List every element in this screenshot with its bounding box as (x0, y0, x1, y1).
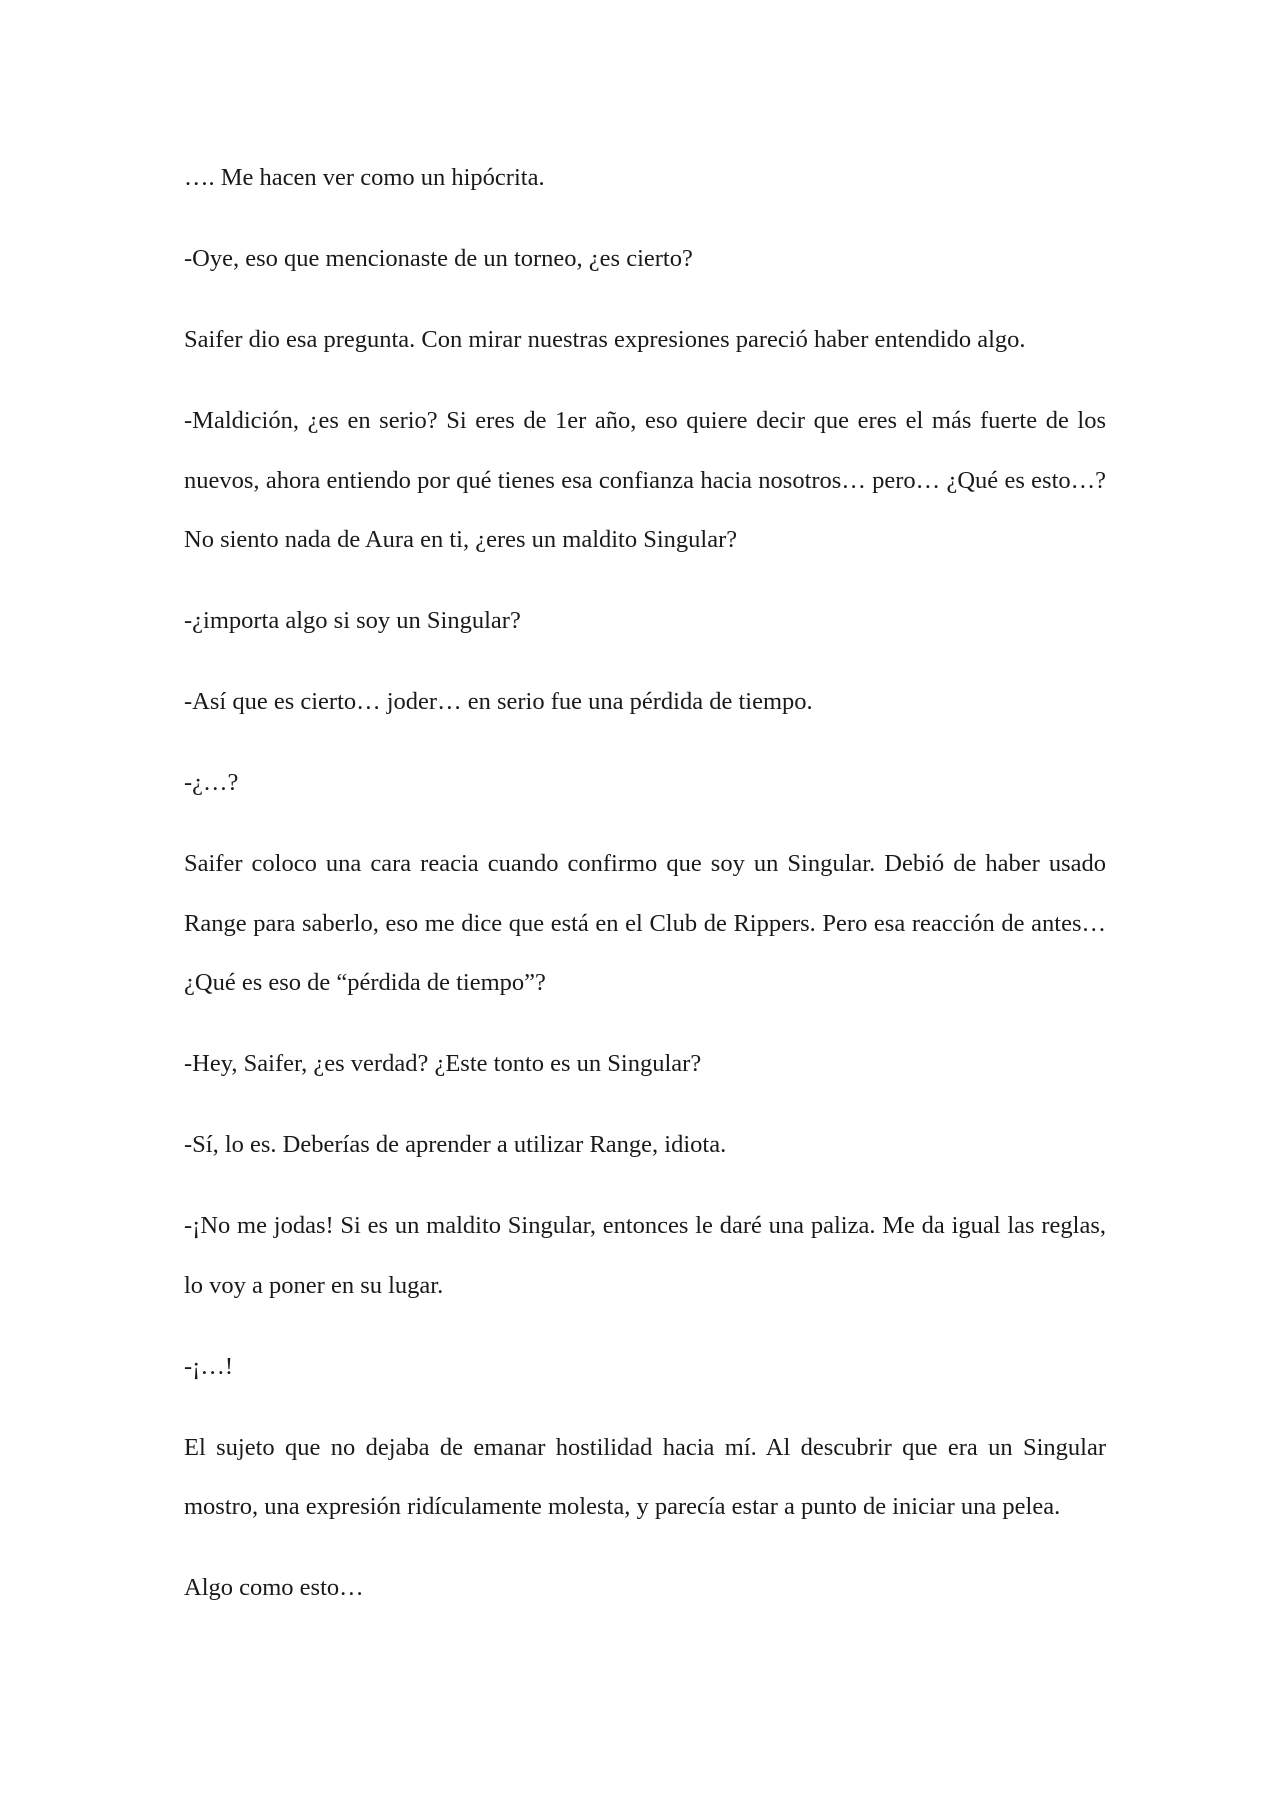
paragraph: Saifer dio esa pregunta. Con mirar nuestras expresiones pareció haber entendido algo. (184, 326, 1026, 353)
paragraph: Algo como esto… (184, 1574, 364, 1601)
paragraph: -¡No me jodas! Si es un maldito Singular, entonces le daré una paliza. Me da igual las reglas, lo voy a poner en su lugar. (184, 1212, 1106, 1299)
paragraph: -Maldición, ¿es en serio? Si eres de 1er año, eso quiere decir que eres el más fuerte de los nuevos, ahora entiendo por qué tienes esa confianza hacia nosotros… pero… ¿Qué es esto…? No siento nada de Aura en ti, ¿eres un maldito Singular? (184, 407, 1106, 553)
paragraph: -Oye, eso que mencionaste de un torneo, ¿es cierto? (184, 245, 693, 272)
paragraph: -Así que es cierto… joder… en serio fue una pérdida de tiempo. (184, 688, 813, 715)
paragraph: Saifer coloco una cara reacia cuando confirmo que soy un Singular. Debió de haber usado Range para saberlo, eso me dice que está en el Club de Rippers. Pero esa reacción de antes… ¿Qué es eso de “pérdida de tiempo”? (184, 850, 1106, 996)
paragraph: -Sí, lo es. Deberías de aprender a utilizar Range, idiota. (184, 1131, 727, 1158)
document-body (184, 148, 1106, 1639)
paragraph: -¡…! (184, 1352, 233, 1380)
paragraph: El sujeto que no dejaba de emanar hostilidad hacia mí. Al descubrir que era un Singular mostro, una expresión ridículamente molesta, y parecía estar a punto de iniciar una pelea. (184, 1433, 1106, 1520)
paragraph: -¿importa algo si soy un Singular? (184, 607, 521, 634)
paragraph: -¿…? (184, 769, 239, 796)
paragraph: -Hey, Saifer, ¿es verdad? ¿Este tonto es un Singular? (184, 1050, 702, 1077)
paragraph: …. Me hacen ver como un hipócrita. (184, 164, 545, 191)
